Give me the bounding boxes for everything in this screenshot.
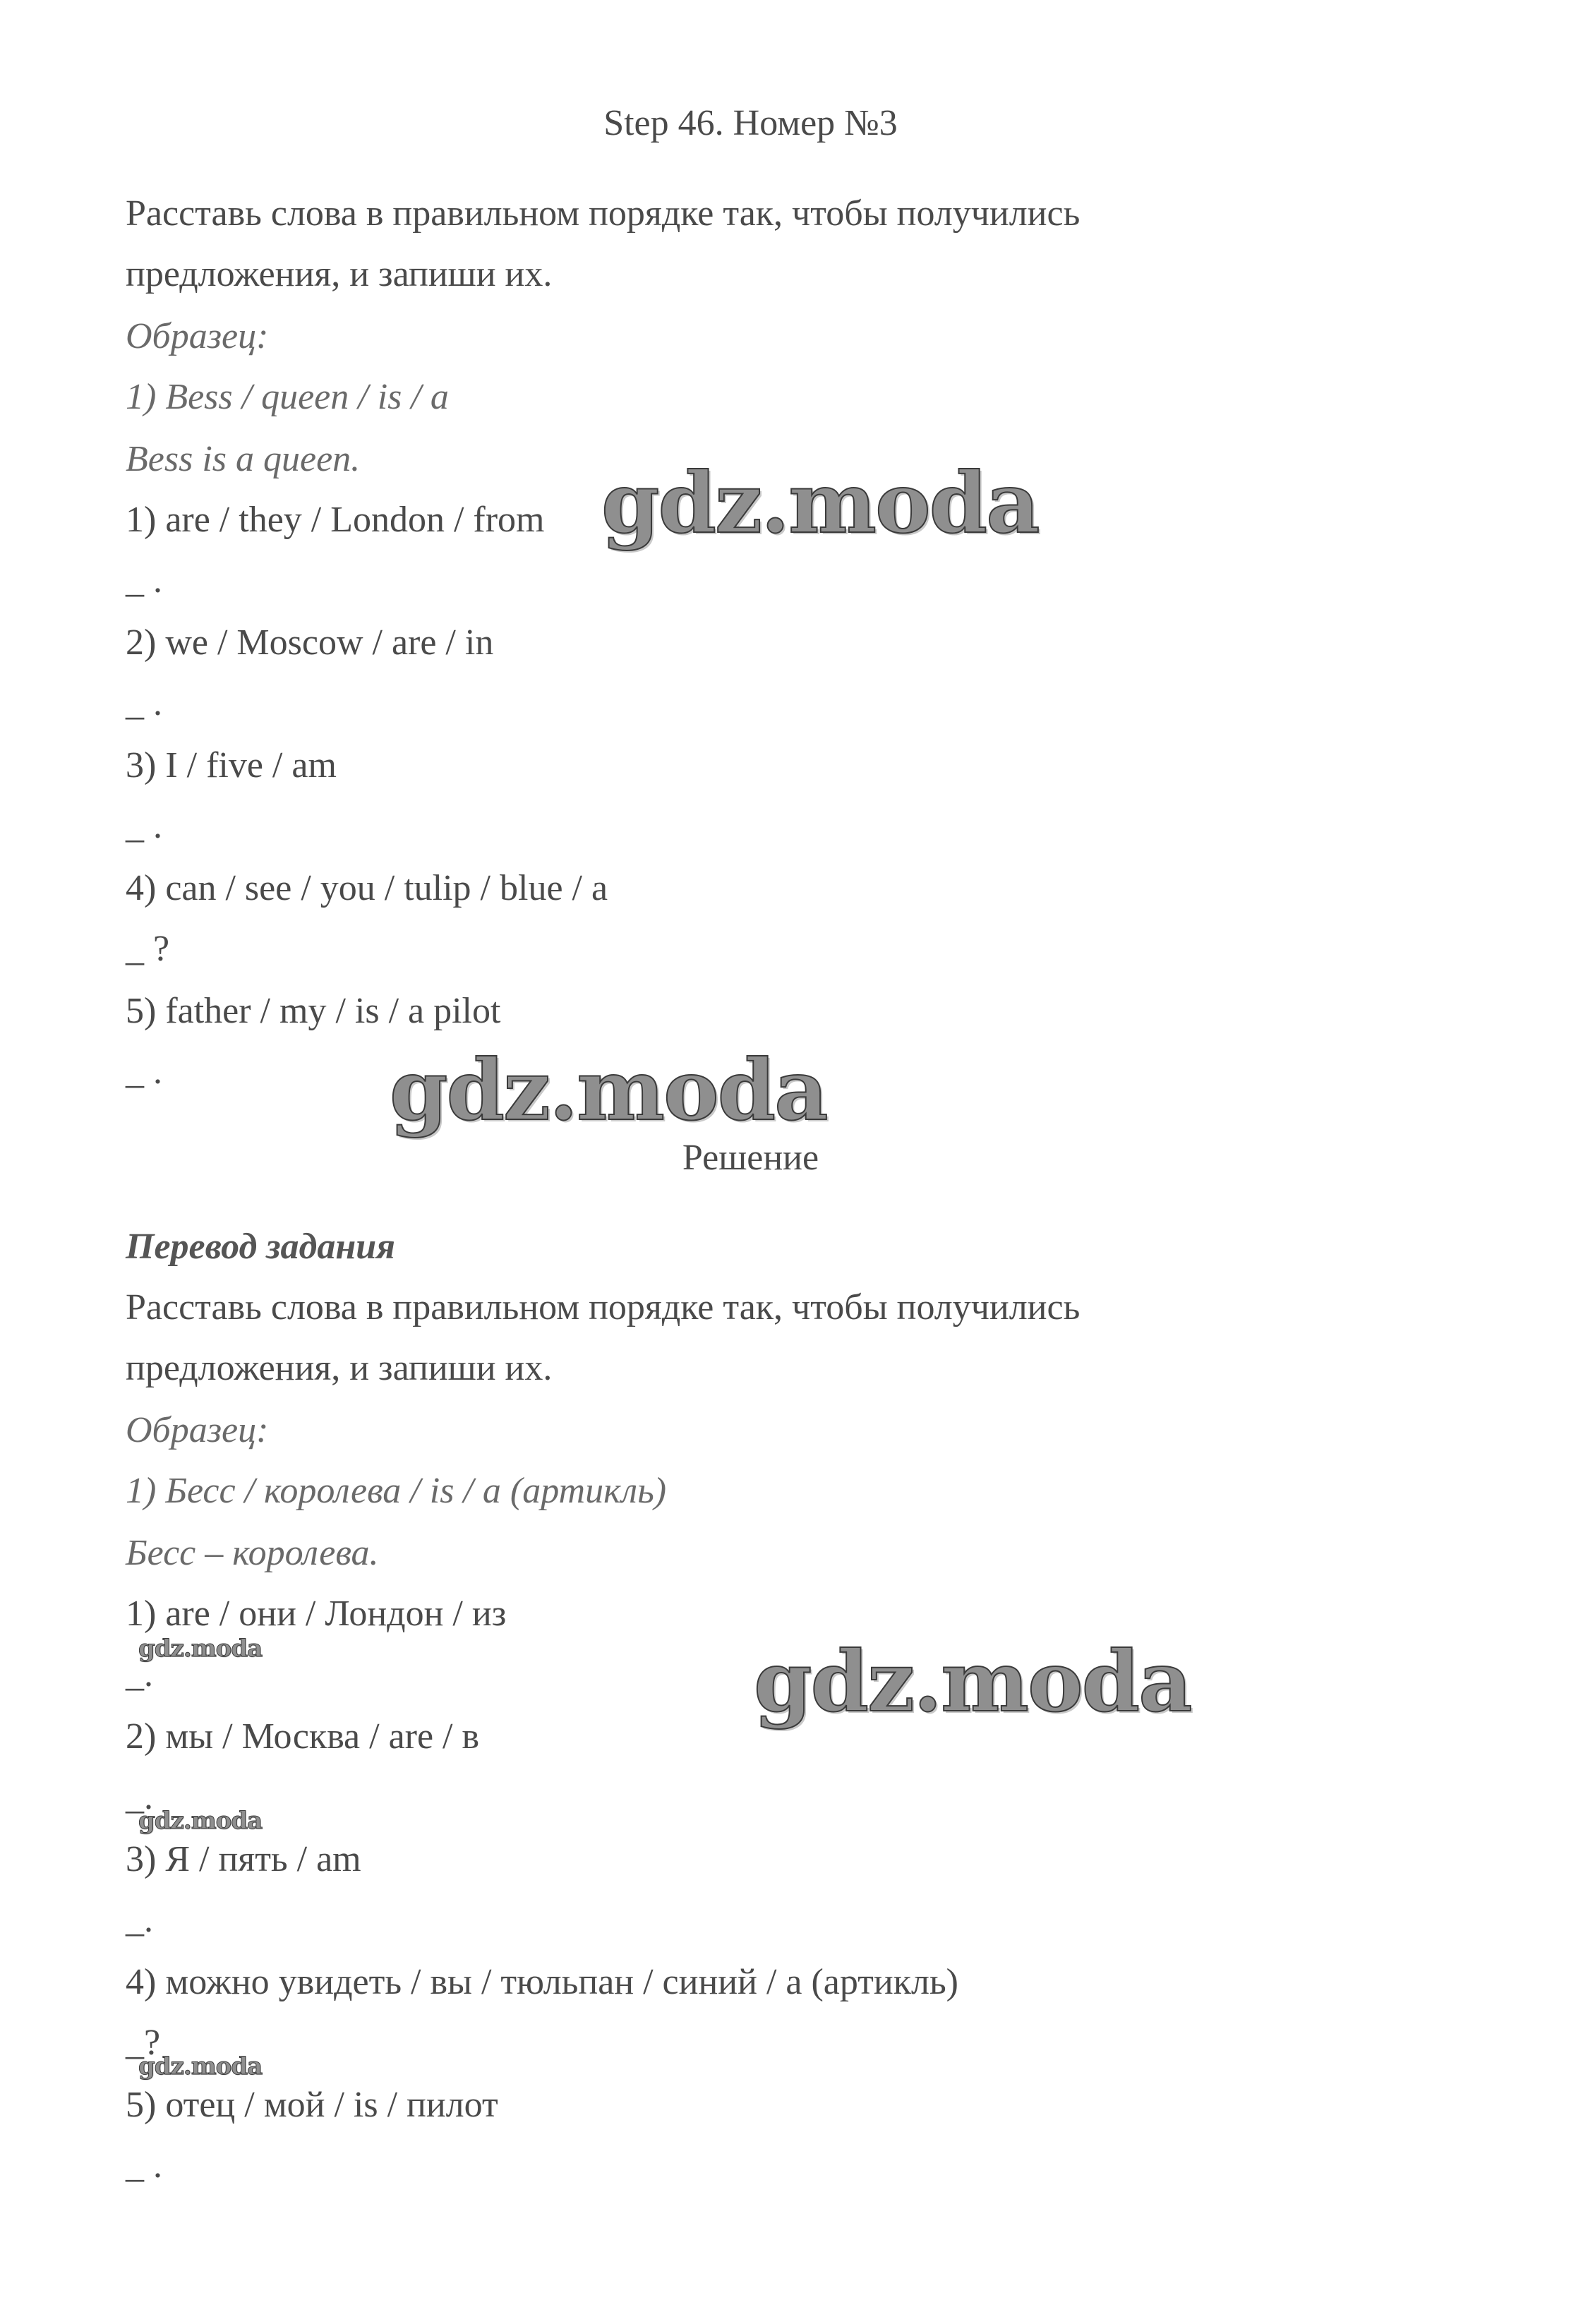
task-item: 5) отец / мой / is / пилот — [126, 2085, 498, 2125]
answer-blank: _ ? — [126, 929, 170, 969]
solution-label: Решение — [682, 1138, 819, 1178]
task-item: 2) we / Moscow / are / in — [126, 622, 494, 663]
answer-blank: _. — [126, 1900, 153, 1940]
task-item: 3) I / five / am — [126, 745, 337, 785]
sample-label: Образец: — [126, 316, 269, 356]
task-item: 5) father / my / is / a pilot — [126, 991, 501, 1031]
translation-title: Перевод задания — [126, 1227, 395, 1267]
sample-item: 1) Bess / queen / is / a — [126, 377, 449, 417]
instruction-line: Расставь слова в правильном порядке так, чтобы получились — [126, 1287, 1081, 1327]
watermark: gdz.moda — [138, 1634, 263, 1663]
page-heading: Step 46. Номер №3 — [603, 103, 898, 143]
sample-answer: Бесс – королева. — [126, 1533, 379, 1573]
task-item: 4) can / see / you / tulip / blue / a — [126, 868, 608, 908]
sample-item: 1) Бесс / королева / is / a (артикль) — [126, 1471, 667, 1511]
task-item: 1) are / they / London / from — [126, 500, 545, 540]
sample-answer: Bess is a queen. — [126, 439, 361, 479]
answer-blank: _ . — [126, 2145, 162, 2186]
answer-blank: _. — [126, 1654, 153, 1694]
instruction-line: предложения, и запиши их. — [126, 254, 553, 294]
task-item: 4) можно увидеть / вы / тюльпан / синий / a (артикль) — [126, 1962, 958, 2002]
answer-blank: _ . — [126, 683, 162, 723]
instruction-line: предложения, и запиши их. — [126, 1348, 553, 1388]
watermark: gdz.moda — [601, 454, 1039, 552]
task-item: 1) are / они / Лондон / из — [126, 1594, 507, 1634]
watermark: gdz.moda — [754, 1632, 1191, 1730]
answer-blank: _? — [126, 2023, 161, 2063]
watermark: gdz.moda — [138, 1807, 263, 1835]
answer-blank: _ . — [126, 1052, 162, 1092]
watermark: gdz.moda — [390, 1041, 827, 1139]
task-item: 2) мы / Москва / are / в — [126, 1716, 480, 1757]
watermark: gdz.moda — [138, 2052, 263, 2081]
answer-blank: _ . — [126, 806, 162, 846]
sample-label: Образец: — [126, 1410, 269, 1450]
instruction-line: Расставь слова в правильном порядке так, чтобы получились — [126, 193, 1081, 234]
answer-blank: _. — [126, 1777, 153, 1817]
task-item: 3) Я / пять / am — [126, 1839, 361, 1879]
answer-blank: _ . — [126, 560, 162, 601]
